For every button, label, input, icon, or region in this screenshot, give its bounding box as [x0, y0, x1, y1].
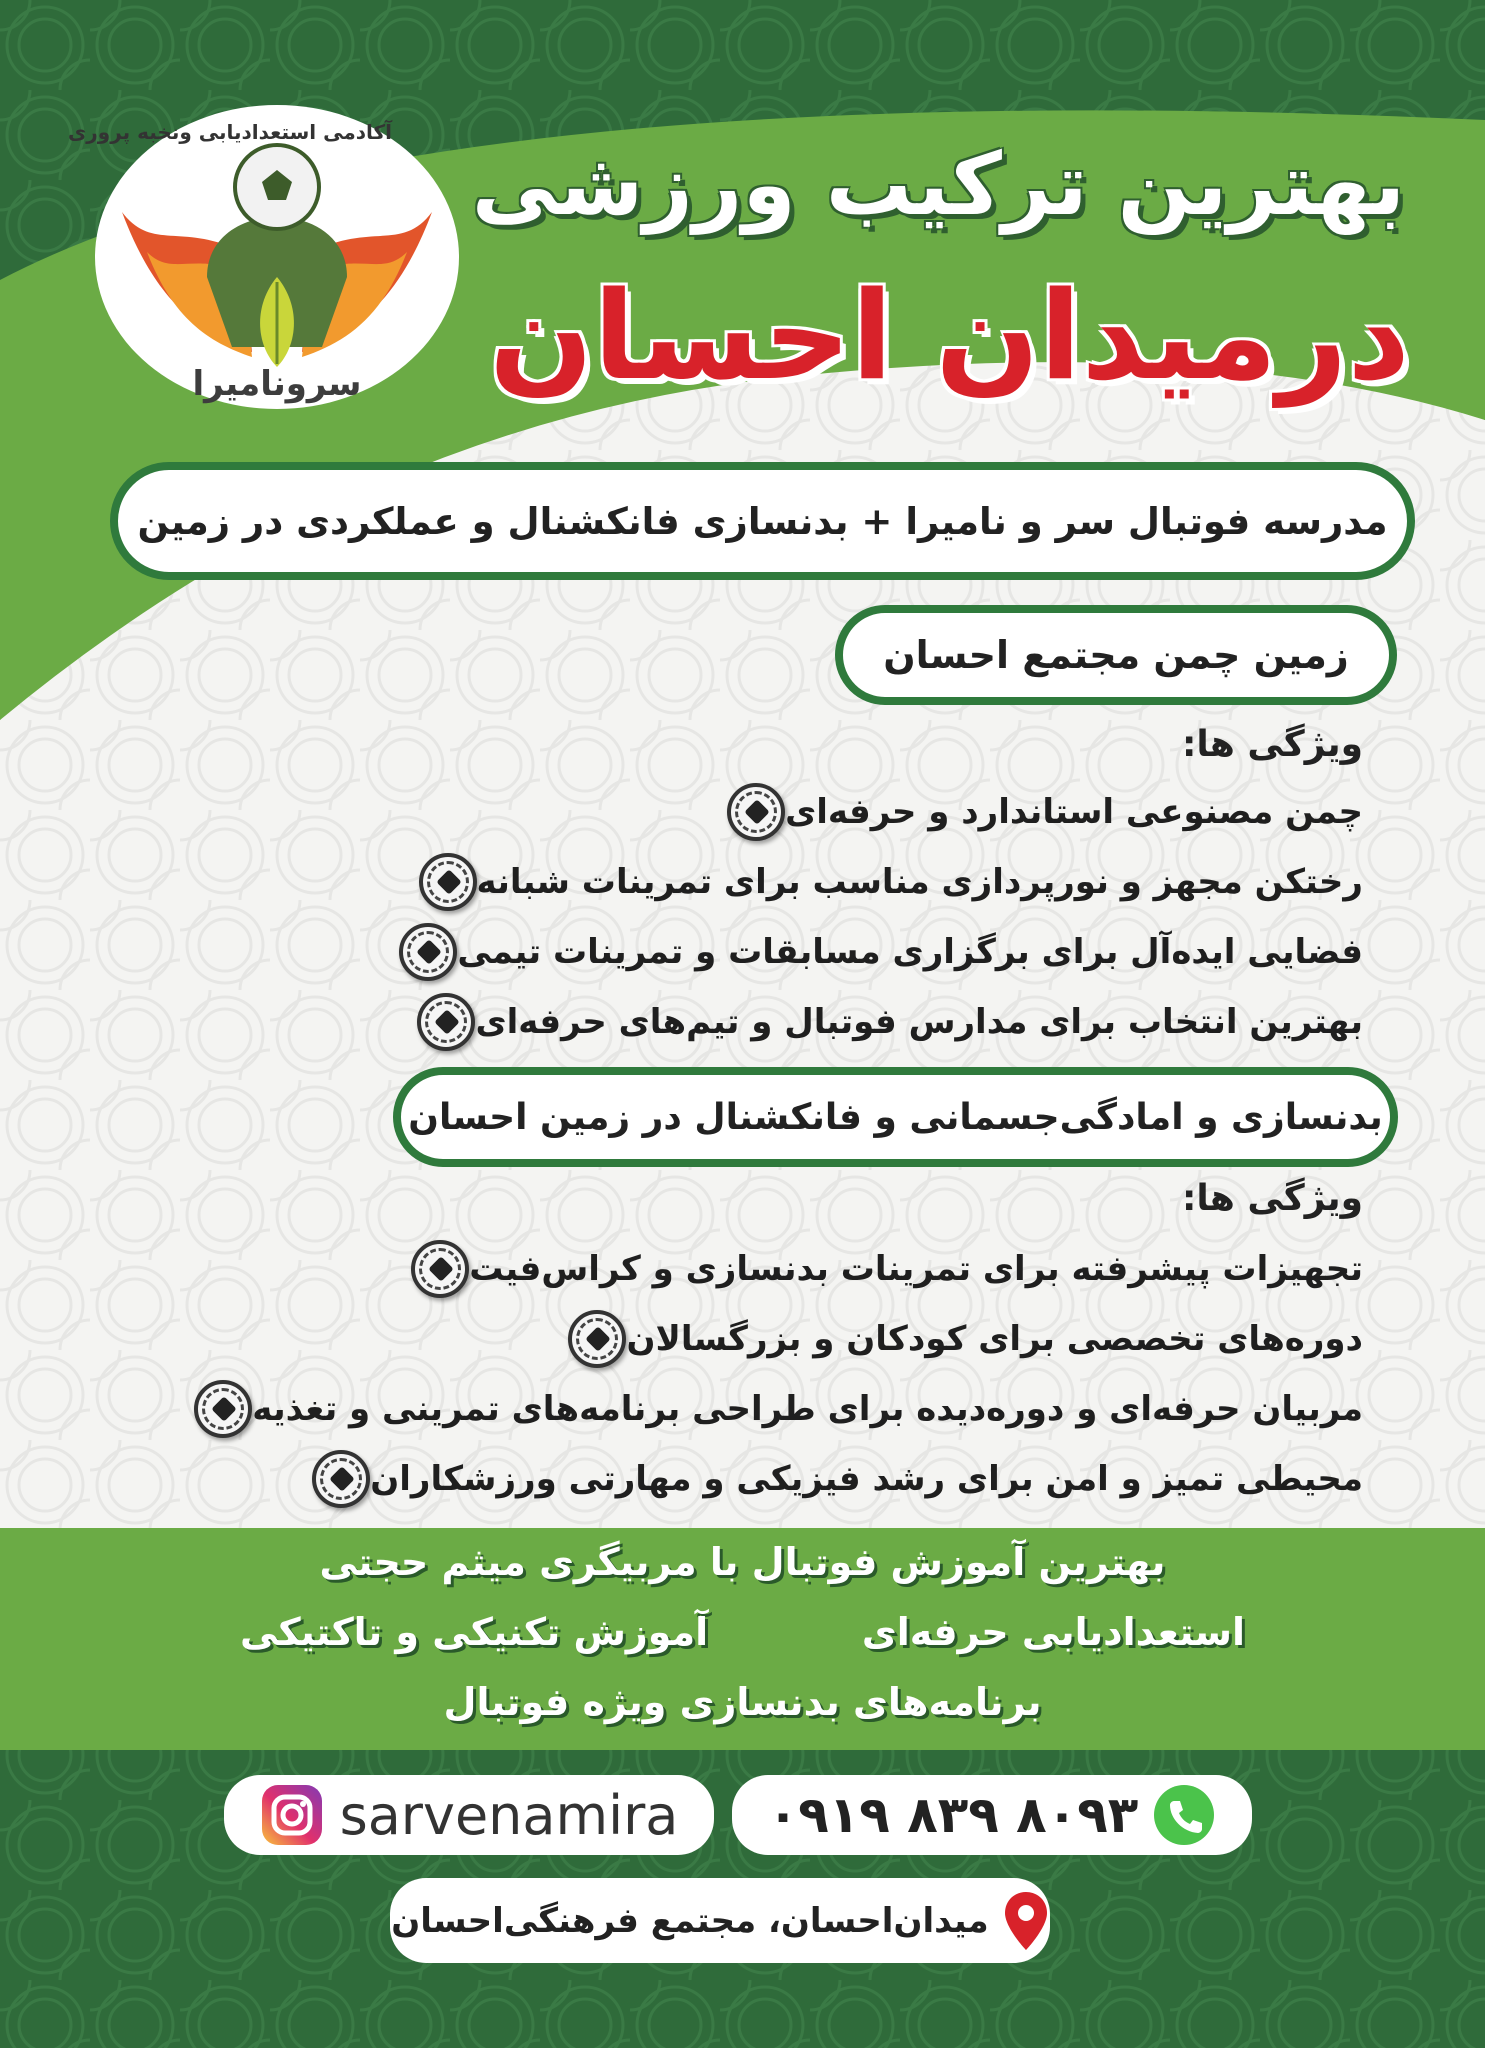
page-title-line2: درمیدان احسان [489, 265, 1410, 407]
feature-text: محیطی تمیز و امن برای رشد فیزیکی و مهارتی ورزشکاران [370, 1459, 1363, 1499]
address-box [390, 1878, 1050, 1963]
feature-text: رختکن مجهز و نورپردازی مناسب برای تمرینات شبانه [476, 862, 1363, 902]
intro-pill [110, 462, 1415, 580]
feature-text: چمن مصنوعی استاندارد و حرفه‌ای [785, 792, 1363, 832]
section2-item [194, 1380, 1375, 1438]
section1-item [727, 783, 1375, 841]
section1-pill-text: زمین چمن مجتمع احسان [883, 633, 1349, 677]
football-icon [312, 1450, 370, 1508]
feature-text: بهترین انتخاب برای مدارس فوتبال و تیم‌های حرفه‌ای [475, 1002, 1363, 1042]
address-text: میدان‌احسان، مجتمع فرهنگی‌احسان [391, 1900, 989, 1941]
section1-pill [835, 605, 1397, 705]
feature-text: فضایی ایده‌آل برای برگزاری مسابقات و تمرینات تیمی [457, 932, 1363, 972]
band-line1: بهترین آموزش فوتبال با مربیگری میثم حجتی [319, 1540, 1166, 1584]
section1-heading: ویژگی ها: [1181, 724, 1363, 765]
section2-pill-text: بدنسازی و امادگی‌جسمانی و فانکشنال در زمین احسان [408, 1096, 1383, 1138]
band-line3: برنامه‌های بدنسازی ویژه فوتبال [443, 1680, 1042, 1724]
section2-item [411, 1240, 1375, 1298]
location-pin-icon [1003, 1890, 1049, 1952]
intro-pill-text: مدرسه فوتبال سر و نامیرا + بدنسازی فانکشنال و عملکردی در زمین [137, 499, 1388, 543]
instagram-handle[interactable]: sarvenamira [339, 1783, 679, 1847]
section2-item [312, 1450, 1375, 1508]
instagram-icon [260, 1783, 324, 1847]
feature-text: مربیان حرفه‌ای و دوره‌دیده برای طراحی برنامه‌های تمرینی و تغذیه [252, 1389, 1363, 1429]
page-title-line1: بهترین ترکیب ورزشی [471, 135, 1405, 235]
section1-item [417, 993, 1375, 1051]
football-icon [417, 993, 475, 1051]
football-icon [399, 923, 457, 981]
football-icon [194, 1380, 252, 1438]
section1-item [419, 853, 1376, 911]
football-icon [568, 1310, 626, 1368]
feature-text: تجهیزات پیشرفته برای تمرینات بدنسازی و کراس‌فیت [469, 1249, 1363, 1289]
band-item-right: استعدادیابی حرفه‌ای [861, 1610, 1245, 1654]
logo-brand-text: سرونامیرا [192, 364, 362, 404]
section1-item [399, 923, 1375, 981]
feature-text: دوره‌های تخصصی برای کودکان و بزرگسالان [626, 1319, 1363, 1359]
section2-pill [393, 1067, 1398, 1167]
section2-item [568, 1310, 1375, 1368]
phone-icon [1152, 1783, 1216, 1847]
band-item-left: آموزش تکنیکی و تاکتیکی [240, 1610, 709, 1654]
phone-number[interactable]: ۰۹۱۹ ۸۳۹ ۸۰۹۳ [767, 1786, 1139, 1844]
phone-box[interactable] [732, 1775, 1252, 1855]
football-icon [411, 1240, 469, 1298]
football-icon [727, 783, 785, 841]
football-icon [419, 853, 477, 911]
logo-arc-text: آکادمی استعدادیابی ونخبه پروری [67, 120, 392, 144]
logo [67, 102, 462, 412]
instagram-box[interactable] [224, 1775, 714, 1855]
section2-heading: ویژگی ها: [1181, 1178, 1363, 1219]
